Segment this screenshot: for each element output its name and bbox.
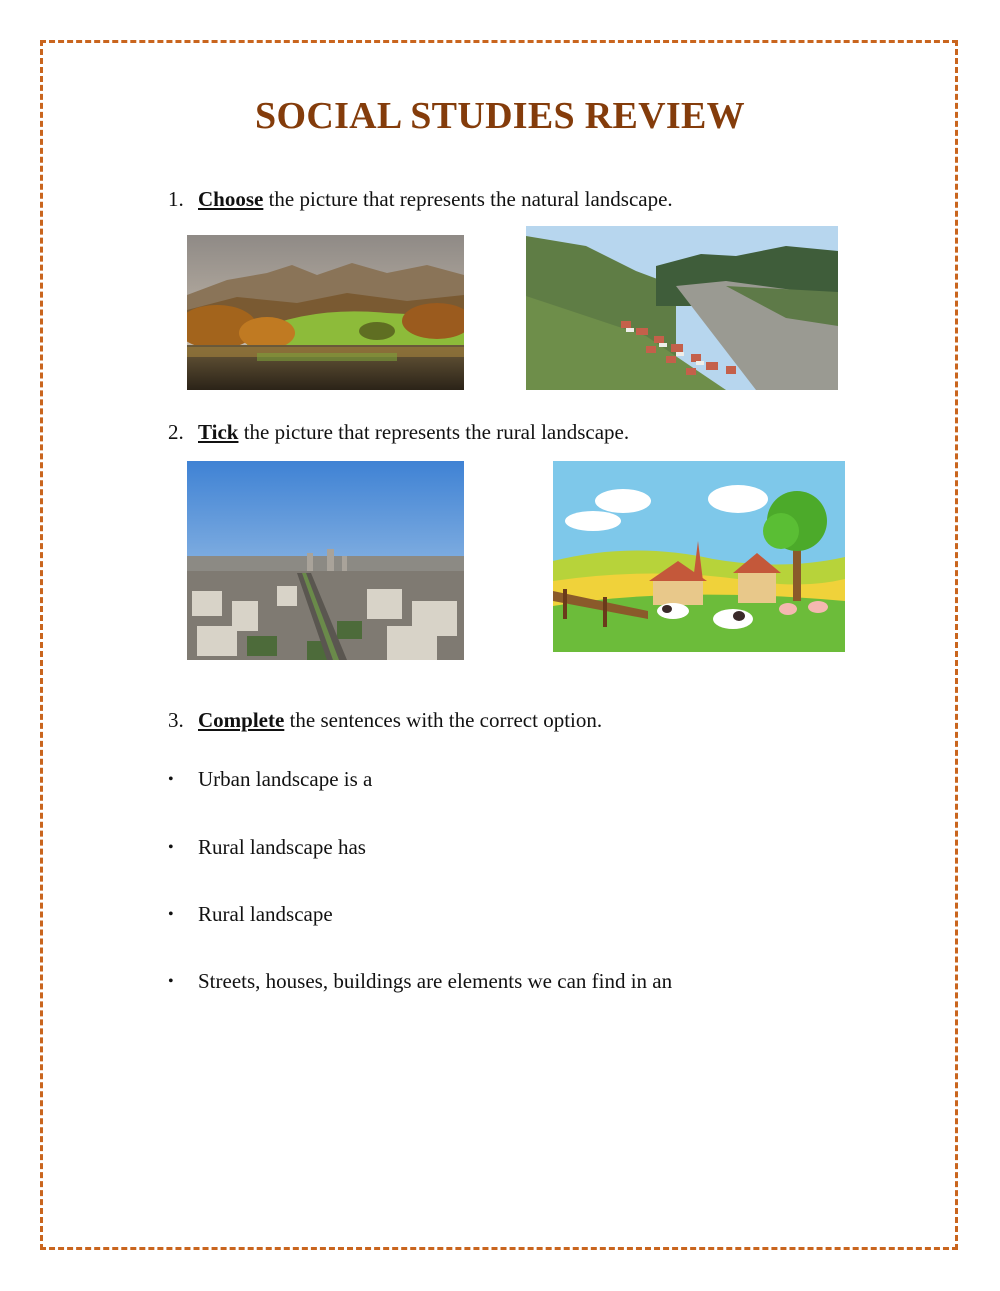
question-2-text: the picture that represents the rural landscape. [238,420,630,444]
sentence-3 [168,902,333,927]
bullet-icon: • [168,771,174,788]
sentence-2-text: Rural landscape has [198,835,366,859]
bullet-icon: • [168,839,174,856]
question-1-text: the picture that represents the natural landscape. [263,187,673,211]
sentence-3-text: Rural landscape [198,902,333,926]
question-3 [168,708,602,733]
page-title: SOCIAL STUDIES REVIEW [255,95,745,137]
question-1-number: 1. [168,187,184,211]
bullet-icon: • [168,973,174,990]
sentence-1-text: Urban landscape is a [198,767,373,791]
question-2-keyword: Tick [198,420,239,444]
question-3-keyword: Complete [198,708,285,732]
sentence-4 [168,969,672,994]
farm-image[interactable] [553,461,845,652]
sentence-1 [168,767,372,792]
city-image[interactable] [187,461,464,660]
bullet-icon: • [168,906,174,923]
sentence-4-text: Streets, houses, buildings are elements we can find in an [198,969,673,993]
question-2-number: 2. [168,420,184,444]
question-1 [168,187,673,212]
question-1-keyword: Choose [198,187,264,211]
sentence-2 [168,835,366,860]
question-3-number: 3. [168,708,184,732]
natural-landscape-image[interactable] [187,235,464,390]
question-2 [168,420,629,445]
question-3-text: the sentences with the correct option. [284,708,603,732]
river-village-image[interactable] [526,226,838,390]
